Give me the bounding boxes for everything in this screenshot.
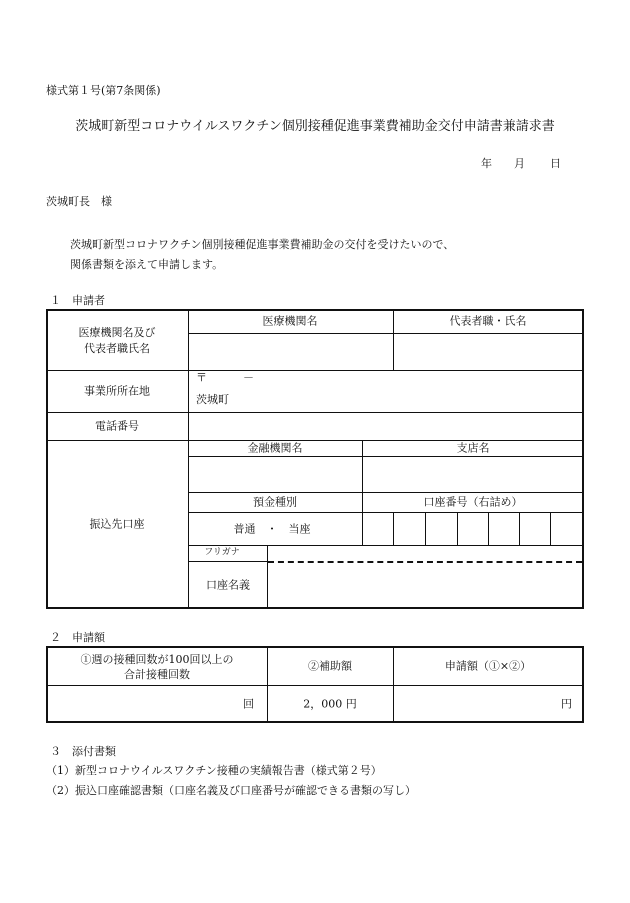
digit-box-divider [550,512,551,545]
body-text-line1: 茨城町新型コロナワクチン個別接種促進事業費補助金の交付を受けたいので、 [70,238,455,251]
vaccination-count-header: ①週の接種回数が100回以上の [80,653,234,666]
section1-heading: １ 申請者 [50,294,105,307]
branch-header: 支店名 [456,441,490,455]
document-title: 茨城町新型コロナウイルスワクチン個別接種促進事業費補助金交付申請書兼請求書 [75,119,555,134]
table-border [46,309,584,311]
form-number: 様式第１号(第7条関係) [46,84,161,97]
bank-account-label: 振込先口座 [89,517,145,531]
addressee: 茨城町長 様 [46,195,112,208]
bank-name-header: 金融機関名 [247,441,303,455]
table-divider [362,440,363,545]
table-border [46,646,584,648]
digit-box-divider [488,512,489,545]
table-divider [46,370,584,371]
table-divider [188,333,584,334]
table-border [46,309,48,609]
institution-label: 代表者職氏名 [84,342,150,355]
table-divider [188,456,584,457]
table-border [582,309,584,609]
phone-label: 電話番号 [95,419,139,433]
vaccination-count-header: 合計接種回数 [124,668,190,681]
representative-header: 代表者職・氏名 [449,314,527,328]
section3-heading: ３ 添付書類 [50,745,116,758]
postal-dash: － [243,371,254,384]
date-year-label: 年 [481,157,492,170]
subsidy-amount-value: 2，000 円 [303,697,357,711]
table-divider [188,492,584,493]
address-prefix: 茨城町 [196,393,229,406]
account-number-header: 口座番号（右詰め） [423,495,523,509]
table-divider [393,309,394,370]
body-text-line2: 関係書類を添えて申請します。 [70,258,224,271]
table-divider [188,512,584,513]
application-amount-header: 申請額（①×②） [444,659,532,673]
address-label: 事業所所在地 [84,384,150,398]
date-month-label: 月 [514,157,525,170]
table-divider [46,685,584,686]
section2-heading: ２ 申請額 [50,631,105,644]
digit-box-divider [519,512,520,545]
furigana-dashed-line [268,561,582,563]
attachment-item-2: （2）振込口座確認書類（口座名義及び口座番号が確認できる書類の写し） [46,784,416,797]
table-divider [46,440,584,441]
date-day-label: 日 [550,157,561,170]
attachment-item-1: （1）新型コロナウイルスワクチン接種の実績報告書（様式第２号） [46,764,382,777]
account-holder-label: 口座名義 [206,578,250,592]
table-divider [188,545,584,546]
deposit-type-options: 普通 ・ 当座 [233,522,311,536]
table-border [46,607,584,609]
institution-name-header: 医療機関名 [262,314,318,328]
postal-mark: 〒 [196,371,207,384]
subsidy-amount-header: ②補助額 [308,659,352,673]
table-divider [267,646,268,723]
table-divider [188,309,189,609]
table-divider [46,412,584,413]
table-divider [267,545,268,608]
digit-box-divider [393,512,394,545]
table-divider [393,646,394,723]
table-divider [188,561,267,562]
count-unit: 回 [243,697,254,711]
digit-box-divider [457,512,458,545]
amount-unit: 円 [561,697,572,711]
digit-box-divider [425,512,426,545]
furigana-label: フリガナ [204,547,240,558]
table-border [46,721,584,723]
institution-label: 医療機関名及び [78,326,156,339]
deposit-type-header: 預金種別 [253,495,297,509]
